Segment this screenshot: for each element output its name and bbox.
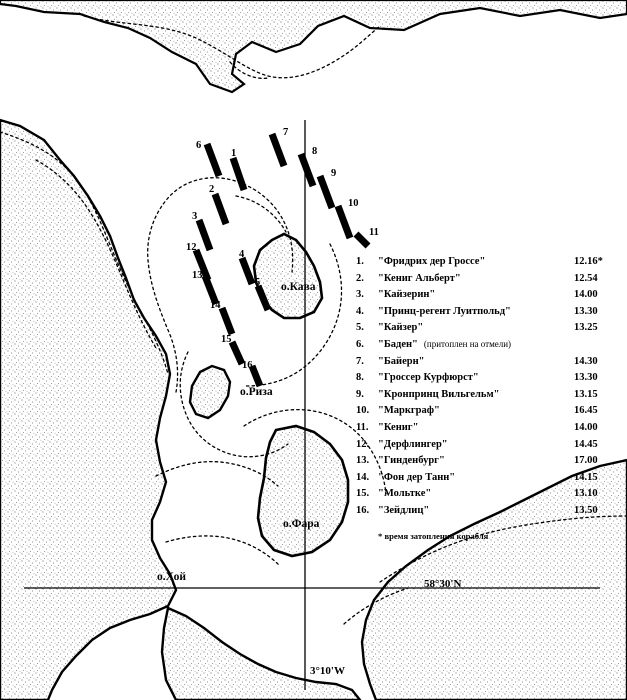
legend-item-number: 1.: [356, 256, 364, 267]
legend-row: [356, 422, 616, 439]
wreck-number-3: 3: [192, 211, 198, 222]
legend-row: [356, 256, 616, 273]
legend-row: [356, 505, 616, 522]
place-label-o.Riza: о.Риза: [240, 386, 273, 398]
wreck-mark-1: [233, 158, 244, 190]
legend-item-time: 13.30: [574, 372, 598, 384]
legend-item-name: "Гинденбург": [378, 455, 445, 467]
wreck-mark-10: [338, 206, 350, 238]
legend-item-time: 17.00: [574, 455, 598, 467]
legend-item-number: 13.: [356, 455, 370, 467]
legend-row: [356, 488, 616, 505]
legend-item-number: 7.: [356, 355, 364, 367]
legend-row: [356, 405, 616, 422]
legend-list: [356, 256, 616, 522]
wreck-number-7: 7: [283, 127, 289, 138]
legend-item-name: "Фон дер Танн": [378, 471, 456, 483]
place-label-o.Kava: о.Кава: [281, 281, 316, 293]
legend-item-time: 13.15: [574, 388, 598, 400]
legend-item-name: "Зейдлиц": [378, 504, 430, 516]
wreck-number-5: 5: [255, 277, 261, 288]
legend-item-number: 2.: [356, 272, 364, 284]
legend-item-note: (притоплен на отмели): [423, 338, 512, 349]
wreck-number-1: 1: [231, 148, 237, 159]
legend-row: [356, 389, 616, 406]
legend-item-name: "Кронпринц Вильгельм": [378, 388, 500, 400]
wreck-mark-14: [222, 308, 232, 334]
legend-row: [356, 322, 616, 339]
legend-item-number: 15.: [356, 488, 370, 500]
legend-row: [356, 273, 616, 290]
wreck-number-9: 9: [331, 168, 337, 179]
legend-footnote: * время затопления корабля: [378, 530, 489, 541]
wreck-mark-2: [215, 194, 226, 224]
legend-item-number: 11.: [356, 421, 369, 433]
place-label-o.Fara: о.Фара: [283, 518, 320, 530]
legend-item-name: "Дерфлингер": [378, 438, 448, 450]
legend-item-time: 13.30: [574, 305, 598, 317]
legend-item-number: 10.: [356, 405, 370, 417]
legend-item-time: 13.25: [574, 322, 598, 334]
coordinate-label-latitude: 58°30'N: [424, 578, 462, 590]
legend-row: [356, 339, 616, 356]
legend-item-name: "Кениг": [378, 421, 419, 433]
legend-item-number: 5.: [356, 322, 364, 334]
wreck-number-14: 14: [210, 300, 221, 311]
legend-item-number: 4.: [356, 305, 364, 317]
legend-item-name: "Маркграф": [378, 405, 440, 417]
legend-item-time: 14.15: [574, 471, 598, 483]
legend-item-time: 14.30: [574, 355, 598, 367]
legend-item-time: 13.50: [574, 504, 598, 516]
legend-item-name: "Баден" (притоплен на отмели): [378, 338, 512, 350]
island-fara: [258, 426, 348, 556]
legend-item-number: 6.: [356, 338, 364, 350]
land-south: [162, 608, 360, 700]
legend-item-name: "Кайзер": [378, 322, 424, 334]
legend-item-time: 12.54: [574, 272, 598, 284]
legend-row: [356, 455, 616, 472]
wreck-mark-8: [301, 154, 313, 186]
wreck-mark-4: [242, 258, 252, 284]
wreck-number-4: 4: [239, 249, 245, 260]
wreck-number-16: 16: [242, 360, 253, 371]
wreck-mark-15: [232, 342, 242, 364]
legend-item-time: 16.45: [574, 405, 598, 417]
land-west: [0, 120, 176, 700]
legend-item-name: "Кениг Альберт": [378, 272, 461, 284]
legend-item-name: "Фридрих дер Гроссе": [378, 256, 486, 267]
legend-row: [356, 289, 616, 306]
wreck-number-15: 15: [221, 334, 232, 345]
wreck-number-12: 12: [186, 242, 197, 253]
legend-item-number: 8.: [356, 372, 364, 384]
wreck-mark-9: [320, 176, 332, 208]
legend-item-time: 13.10: [574, 488, 598, 500]
legend-row: [356, 356, 616, 373]
wreck-number-6: 6: [196, 140, 202, 151]
island-riza: [190, 366, 230, 418]
land-north: [0, 0, 627, 92]
legend-item-name: "Кайзерин": [378, 289, 436, 301]
wreck-number-13: 13: [192, 270, 203, 281]
coordinate-label-longitude: 3°10'W: [310, 665, 345, 677]
wreck-number-8: 8: [312, 146, 318, 157]
legend-item-name: "Мольтке": [378, 488, 432, 500]
wreck-number-11: 11: [369, 227, 379, 238]
legend-item-number: 3.: [356, 289, 364, 301]
legend-item-number: 9.: [356, 388, 364, 400]
place-label-o.Hoy: о.Хой: [157, 571, 186, 583]
wreck-mark-6: [207, 144, 219, 176]
legend-item-time: 14.00: [574, 421, 598, 433]
legend-item-name: "Байерн": [378, 355, 425, 367]
legend: [356, 256, 616, 541]
legend-row: [356, 439, 616, 456]
wreck-mark-11: [356, 234, 368, 246]
legend-item-number: 14.: [356, 471, 370, 483]
legend-item-name: "Принц-регент Луитпольд": [378, 305, 511, 317]
legend-item-time: 14.45: [574, 438, 598, 450]
legend-item-number: 12.: [356, 438, 370, 450]
wreck-mark-7: [272, 134, 284, 166]
wreck-mark-3: [199, 220, 210, 250]
legend-item-time: 12.16*: [574, 256, 603, 267]
wreck-number-2: 2: [209, 184, 215, 195]
legend-item-time: 14.00: [574, 289, 598, 301]
legend-row: [356, 372, 616, 389]
legend-row: [356, 306, 616, 323]
wreck-number-10: 10: [348, 198, 359, 209]
legend-item-number: 16.: [356, 504, 370, 516]
legend-item-name: "Гроссер Курфюрст": [378, 372, 479, 384]
wreck-mark-16: [252, 366, 260, 386]
legend-row: [356, 472, 616, 489]
